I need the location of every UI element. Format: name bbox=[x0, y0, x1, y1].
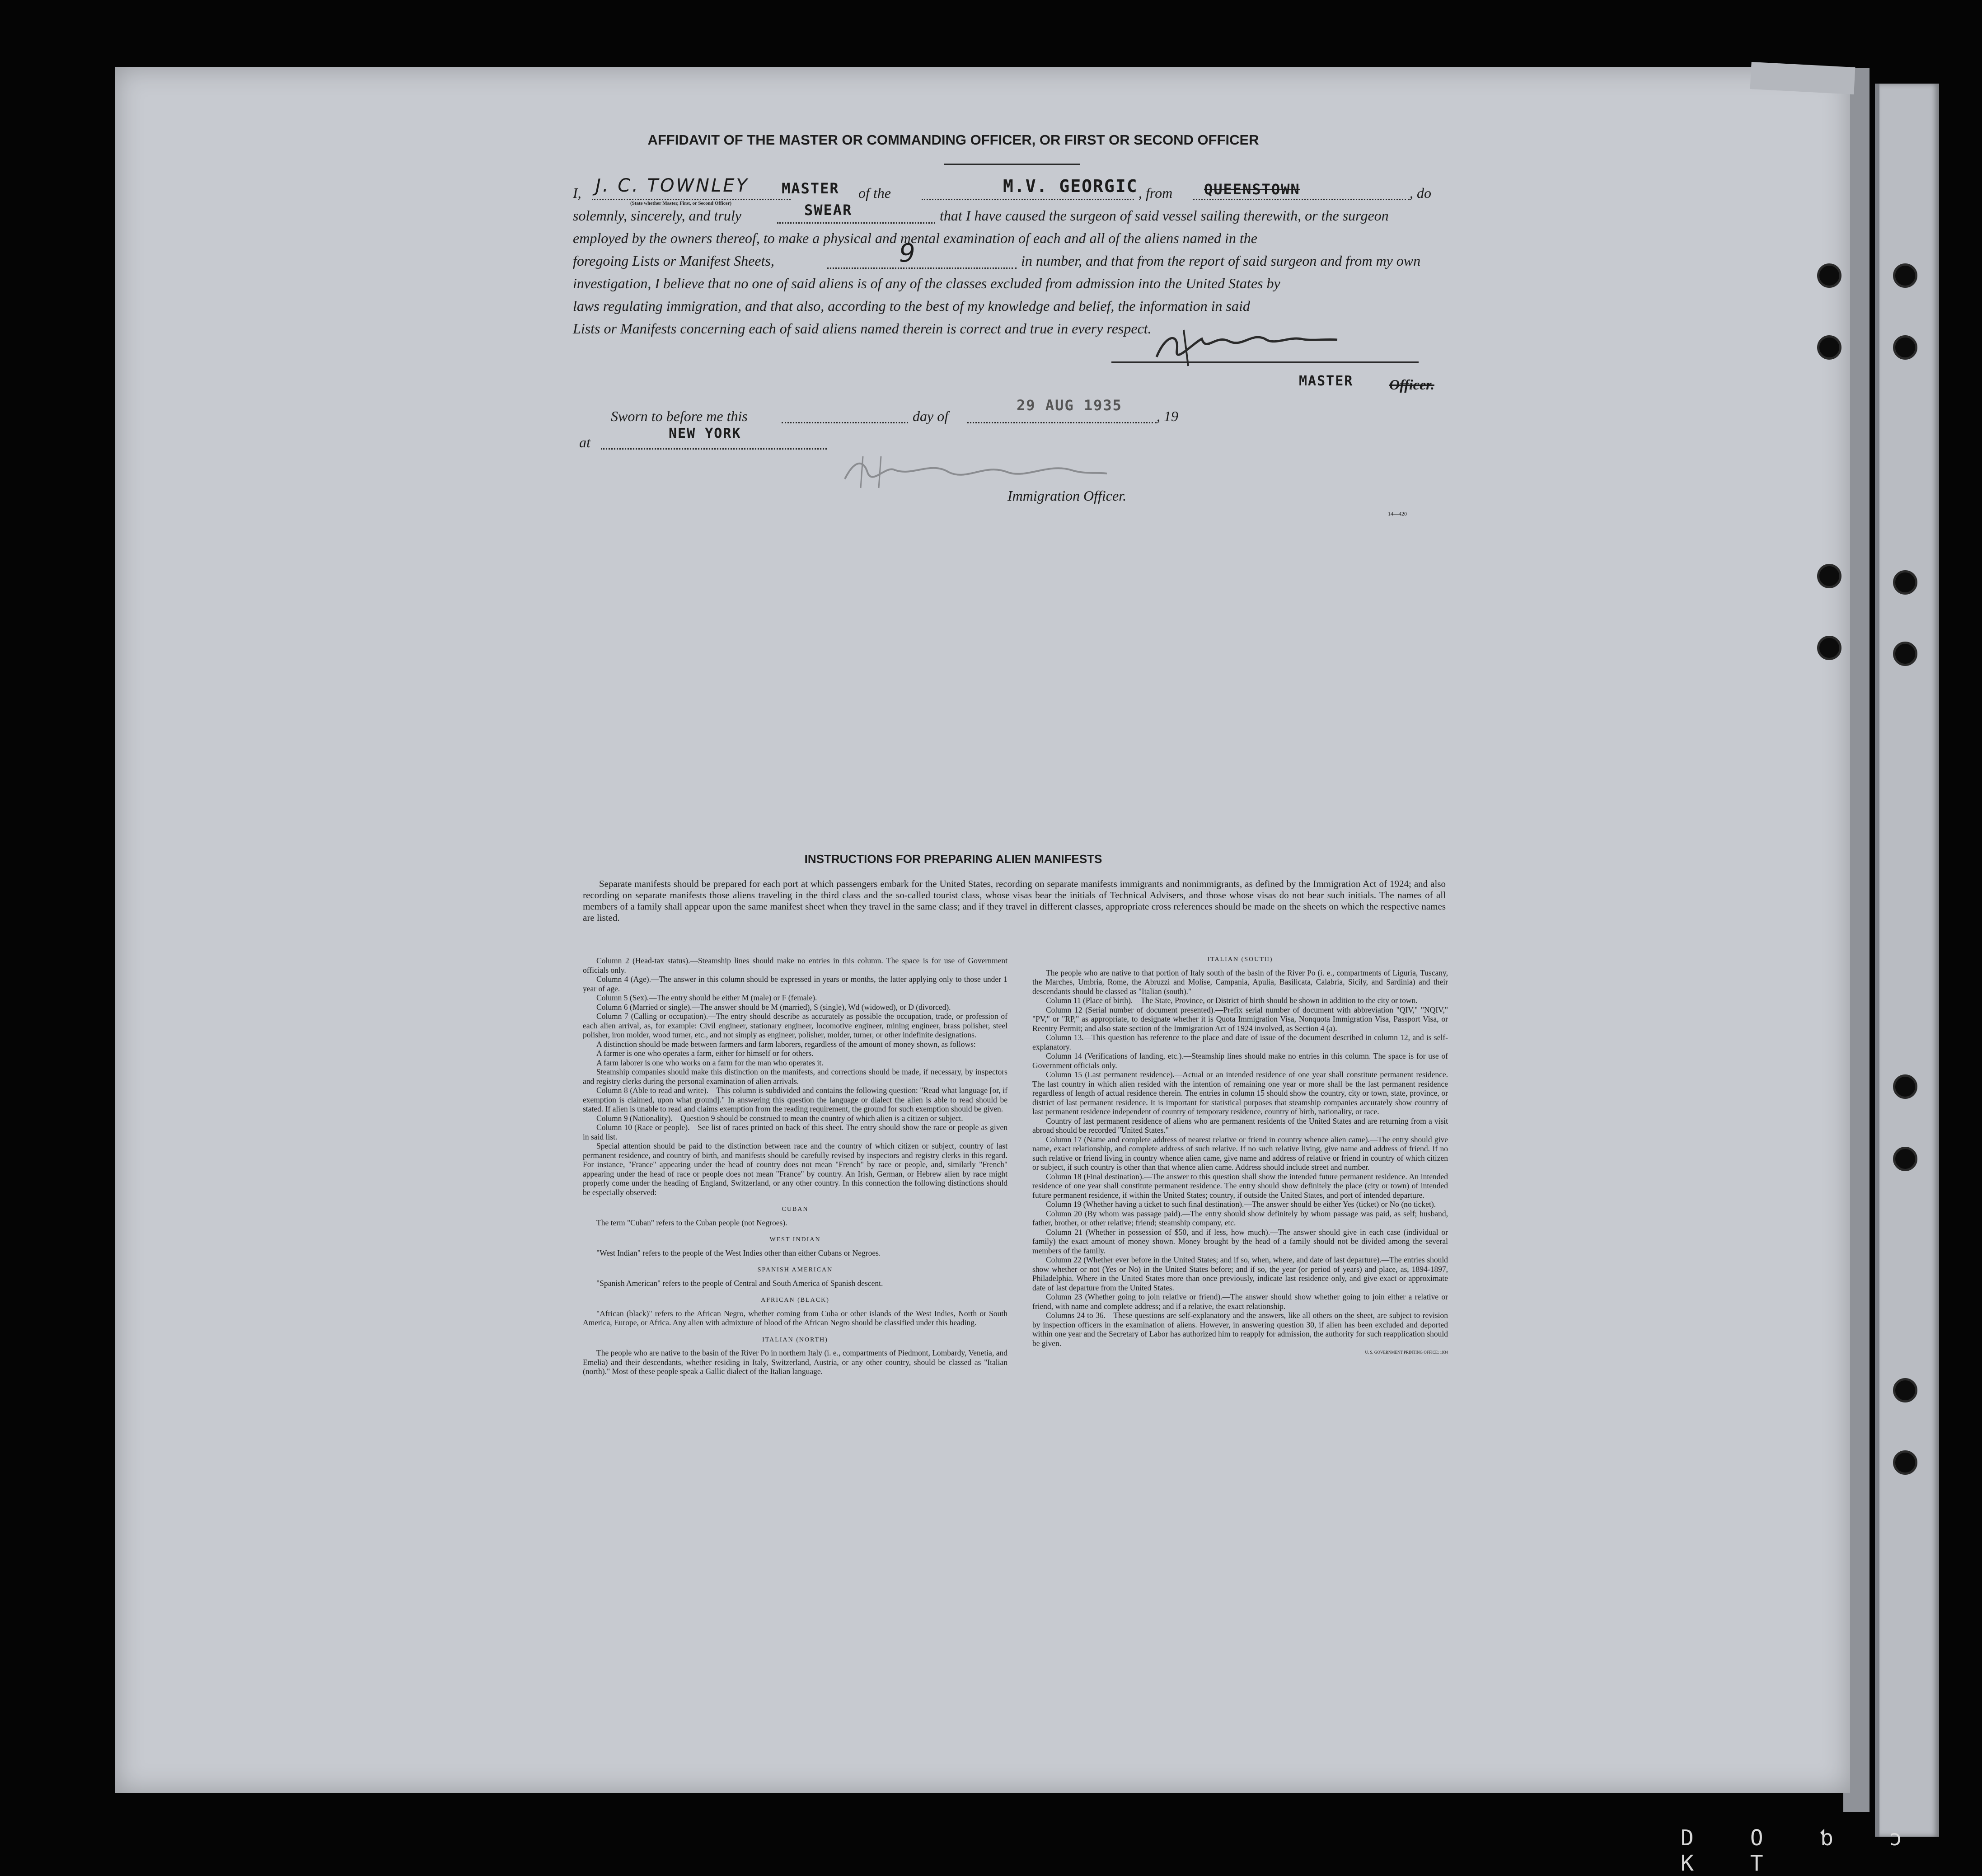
instruction-paragraph: The people who are native to the basin of the River Po in northern Italy (i. e., compartments of Piedmont, Lombardy, Venetia, and Emelia) and their descendants, whether residing in Italy, Switzerland, Austria, or any other country, should be classed as "Italian (north)." Most of these people speak a Gallic dialect of the Italian language. bbox=[583, 1348, 1007, 1376]
punch-hole bbox=[1893, 1378, 1917, 1402]
film-marks: D O ƅ ɔ K T bbox=[1681, 1825, 1924, 1876]
right-column bbox=[1032, 947, 1448, 1357]
solemnly-text: solemnly, sincerely, and truly bbox=[573, 207, 741, 224]
instruction-paragraph: The term "Cuban" refers to the Cuban people (not Negroes). bbox=[596, 1218, 787, 1227]
sheet-count: 9 bbox=[899, 239, 917, 268]
punch-hole bbox=[1893, 1147, 1917, 1171]
affidavit-i: I, bbox=[573, 185, 581, 201]
instruction-paragraph: "West Indian" refers to the people of the West Indies other than either Cubans or Negroes. bbox=[596, 1248, 881, 1257]
instructions-title: INSTRUCTIONS FOR PREPARING ALIEN MANIFESTS bbox=[804, 852, 1102, 866]
instruction-paragraph: Column 18 (Final destination).—The answer to this question shall show the intended future permanent residence. An intended residence of one year shall constitute permanent residence. The entry should show definitely the place (city or town) of intended future permanent residence, if within the United States; country, if outside the United States, and port of intended departure. bbox=[1032, 1172, 1448, 1200]
instruction-paragraph: Column 23 (Whether going to join relative or friend).—The answer should show whether going to join either a relative or friend, with name and complete address; and if a relative, the exact relationship. bbox=[1032, 1292, 1448, 1311]
punch-hole bbox=[1893, 1450, 1917, 1475]
officer-label: Officer. bbox=[1389, 376, 1434, 393]
section-heading: CUBAN bbox=[782, 1206, 809, 1213]
punch-hole bbox=[1893, 263, 1917, 288]
affidavit-line-5: investigation, I believe that no one of said aliens is of any of the classes excluded from admission into the United States by bbox=[573, 275, 1280, 291]
affidavit-line-6: laws regulating immigration, and that also, according to the best of my knowledge and belief, the information in said bbox=[573, 298, 1250, 314]
affidavit-line-7: Lists or Manifests concerning each of said aliens named therein is correct and true in every respect. bbox=[573, 320, 1152, 337]
instruction-paragraph: Column 5 (Sex).—The entry should be either M (male) or F (female). bbox=[596, 993, 817, 1002]
title-rule bbox=[944, 164, 1080, 165]
instruction-paragraph: "Spanish American" refers to the people of Central and South America of Spanish descent. bbox=[596, 1278, 883, 1288]
instruction-paragraph: Column 11 (Place of birth).—The State, Province, or District of birth should be shown in addition to the city or town. bbox=[1046, 996, 1418, 1005]
sworn-label: Sworn to before me this bbox=[611, 408, 748, 424]
punch-hole bbox=[1893, 1074, 1917, 1099]
signature-line bbox=[1111, 361, 1419, 363]
instruction-paragraph: Column 7 (Calling or occupation).—The entry should describe as accurately as possible the occupation, trade, or profession of each alien arrival, as, for example: Civil engineer, stationary engineer, locomotive engineer, mining engineer, brass polisher, steel polisher, iron molder, wood turner, etc., and not simply as engineer, polisher, molder, turner, or other indefinite designations. bbox=[583, 1012, 1007, 1039]
instruction-paragraph: Column 20 (By whom was passage paid).—The entry should show definitely by whom passage was paid, as self; husband, father, brother, or other relative; friend; steamship company, etc. bbox=[1032, 1209, 1448, 1227]
instruction-paragraph: A distinction should be made between farmers and farm laborers, regardless of the amount of money shown, as follows: bbox=[596, 1039, 976, 1049]
date-stamp: 29 AUG 1935 bbox=[1017, 397, 1122, 414]
page-curl bbox=[1750, 62, 1855, 94]
punch-hole bbox=[1817, 335, 1841, 360]
left-column bbox=[583, 956, 1007, 1376]
instruction-paragraph: Column 19 (Whether having a ticket to such final destination).—The answer should be either Yes (ticket) or No (no ticket). bbox=[1046, 1200, 1436, 1209]
instruction-paragraph: Column 8 (Able to read and write).—This column is subdivided and contains the following question: "Read what language [or, if exemption is claimed, upon what ground]." In answering this question the language or dialect the alien is able to read should be stated. If alien is unable to read and claims exemption from the reading requirement, the ground for such exemption should be given. bbox=[583, 1086, 1007, 1113]
punch-hole bbox=[1817, 564, 1841, 588]
instruction-paragraph: Column 13.—This question has reference to the place and date of issue of the document described in column 12, and is self-explanatory. bbox=[1032, 1033, 1448, 1051]
instruction-paragraph: Column 21 (Whether in possession of $50, and if less, how much).—The answer should give in each case (individual or family) the exact amount of money shown. Money brought by the head of a family should not be divided among the several members of the family. bbox=[1032, 1227, 1448, 1255]
instruction-paragraph: A farmer is one who operates a farm, either for himself or for others. bbox=[596, 1049, 814, 1058]
vessel-name: M.V. GEORGIC bbox=[1003, 176, 1138, 196]
rank-note: (State whether Master, First, or Second Officer) bbox=[630, 201, 732, 206]
instruction-paragraph: Special attention should be paid to the distinction between race and the country of which citizen or subject, country of last permanent residence, and country of birth, and manifests should be carefully revised by inspectors and registry clerks in this regard. For instance, "France" appearing under the head of country does not mean "French" by race or people, and, similarly "French" appearing under the head of race or people does not mean "France" by country. An Irish, German, or Hebrew alien by race might properly come under the heading of England, Switzerland, or any other country. In this connection the following distinctions should be especially observed: bbox=[583, 1141, 1007, 1197]
affidavit-title: AFFIDAVIT OF THE MASTER OR COMMANDING OFFICER, OR FIRST OR SECOND OFFICER bbox=[647, 132, 1259, 148]
instruction-paragraph: Column 12 (Serial number of document presented).—Prefix serial number of document with abbreviation "QIV," "NQIV," "PV," or "RP," as appropriate, to designate whether it is Quota Immigration Visa, Nonquota Immigration Visa, Passport Visa, or Reentry Permit; and also state section of the Immigration Act of 1924 involved, as Section 4 (a). bbox=[1032, 1005, 1448, 1033]
do-label: , do bbox=[1410, 185, 1431, 201]
printer-imprint: U. S. GOVERNMENT PRINTING OFFICE: 1934 bbox=[1365, 1350, 1448, 1355]
instruction-paragraph: A farm laborer is one who works on a farm for the man who operates it. bbox=[596, 1058, 824, 1067]
from-label: , from bbox=[1139, 185, 1173, 201]
instruction-paragraph: Column 22 (Whether ever before in the United States; and if so, when, where, and date of last departure).—The entries should show whether or not (Yes or No) in the United States before; and if so, the year (or period of years) and place, as, 1894-1897, Philadelphia. Where in the United States more than once previously, indicate last residence only, and give exact or approximate date of last departure from the United States. bbox=[1032, 1255, 1448, 1292]
swear-stamp: SWEAR bbox=[804, 202, 853, 219]
instruction-paragraph: Column 10 (Race or people).—See list of races printed on back of this sheet. The entry should show the race or people as given in said list. bbox=[583, 1123, 1007, 1141]
section-heading: AFRICAN (BLACK) bbox=[761, 1297, 829, 1304]
punch-hole bbox=[1893, 335, 1917, 360]
instruction-paragraph: Steamship companies should make this distinction on the manifests, and corrections should be made, if necessary, by inspectors and registry clerks during the personal examination of alien arrivals. bbox=[583, 1067, 1007, 1086]
punch-hole bbox=[1817, 636, 1841, 660]
instruction-paragraph: Column 17 (Name and complete address of nearest relative or friend in country whence alien came).—The entry should give name, exact relationship, and complete address of such relative. If no such relative living, give name and address of friend. If no such relative or friend living in country whence alien came, give name and address of relative or friend in country of which citizen or subject, if such country is other than that whence alien came. Address should include street and number. bbox=[1032, 1135, 1448, 1172]
instruction-paragraph: Column 9 (Nationality).—Question 9 should be construed to mean the country of which alien is a citizen or subject. bbox=[596, 1113, 963, 1123]
instruction-paragraph: The people who are native to that portion of Italy south of the basin of the River Po (i. e., compartments of Liguria, Tuscany, the Marches, Umbria, Rome, the Abruzzi and Molise, Campania, Apulia, Basilicata, Calabria, Sicily, and Sardinia) and their descendants should be classed as "Italian (south)." bbox=[1032, 968, 1448, 996]
instruction-paragraph: Column 2 (Head-tax status).—Steamship lines should make no entries in this column. The space is for use of Government officials only. bbox=[583, 956, 1007, 975]
section-heading: ITALIAN (NORTH) bbox=[762, 1336, 828, 1343]
affidavit-line-4a: foregoing Lists or Manifest Sheets, bbox=[573, 253, 774, 269]
at-label: at bbox=[579, 434, 590, 450]
master-signature bbox=[1139, 325, 1346, 371]
instruction-paragraph: Column 4 (Age).—The answer in this column should be expressed in years or months, the latter applying only to those under 1 year of age. bbox=[583, 975, 1007, 993]
affidavit-line-2: that I have caused the surgeon of said vessel sailing therewith, or the surgeon bbox=[940, 207, 1389, 224]
instruction-paragraph: Country of last permanent residence of aliens who are permanent residents of the United States and are returning from a visit abroad should be recorded "United States." bbox=[1032, 1116, 1448, 1135]
year-label: , 19 bbox=[1157, 408, 1178, 424]
immigration-officer-label: Immigration Officer. bbox=[1007, 488, 1127, 504]
punch-hole bbox=[1893, 570, 1917, 595]
punch-hole bbox=[1817, 263, 1841, 288]
instruction-paragraph: Column 14 (Verifications of landing, etc.).—Steamship lines should make no entries in this column. The space is for use of Government officials only. bbox=[1032, 1051, 1448, 1070]
port-name: QUEENSTOWN bbox=[1204, 181, 1300, 198]
instruction-paragraph: Column 15 (Last permanent residence).—Actual or an intended residence of one year shall constitute permanent residence. The last country in which alien resided with the intention of remaining one year or more shall be the last permanent residence regardless of length of actual residence therein. The entries in column 15 should show the country, city or town, state, province, or district of last permanent residence. It is important for statistical purposes that steamship companies accurately show country of last permanent residence independent of country of temporary residence, country of birth, nationality, or race. bbox=[1032, 1070, 1448, 1116]
instruction-paragraph: Columns 24 to 36.—These questions are self-explanatory and the answers, like all others on the sheet, are subject to revision by inspection officers in the examination of aliens. However, in answering question 30, if alien has been excluded and deported within one year and the Secretary of Labor has authorized him to reapply for admission, the authority for such reapplication should be given. bbox=[1032, 1311, 1448, 1348]
master-name: J. C. TOWNLEY bbox=[595, 175, 749, 196]
of-the-label: of the bbox=[858, 185, 891, 201]
punch-hole bbox=[1893, 642, 1917, 666]
section-heading: WEST INDIAN bbox=[769, 1236, 821, 1243]
signer-title: MASTER bbox=[1299, 373, 1354, 389]
rank-stamp: MASTER bbox=[782, 180, 839, 197]
day-of-label: day of bbox=[913, 408, 949, 424]
place-stamp: NEW YORK bbox=[669, 426, 741, 441]
instruction-paragraph: "African (black)" refers to the African Negro, whether coming from Cuba or other islands of the West Indies, North or South America, Europe, or Africa. Any alien with admixture of blood of the African Negro should be classified under this heading. bbox=[583, 1309, 1007, 1327]
section-heading: SPANISH AMERICAN bbox=[757, 1266, 833, 1273]
instruction-paragraph: Column 6 (Married or single).—The answer should be M (married), S (single), Wd (widowed), or D (divorced). bbox=[596, 1002, 951, 1012]
affidavit-line-4b: in number, and that from the report of said surgeon and from my own bbox=[1021, 253, 1421, 269]
section-heading: ITALIAN (SOUTH) bbox=[1207, 956, 1273, 963]
instructions-intro: Separate manifests should be prepared for each port at which passengers embark for the United States, recording on separate manifests immigrants and nonimmigrants, as defined by the Immigration Act of 1924; and also recording on separate manifests those aliens traveling in the third class and the so-called tourist class, whose visas bear the initials of Technical Advisers, and those whose visas do not bear such initials. The names of all members of a family shall appear upon the same manifest sheet when they travel in the same class; and if they travel in different classes, appropriate cross references should be made on the sheets on which the respective names are listed. bbox=[583, 878, 1446, 923]
form-number: 14—420 bbox=[1388, 511, 1407, 517]
affidavit-line-3: employed by the owners thereof, to make a physical and mental examination of each and all of the aliens named in the bbox=[573, 230, 1257, 246]
